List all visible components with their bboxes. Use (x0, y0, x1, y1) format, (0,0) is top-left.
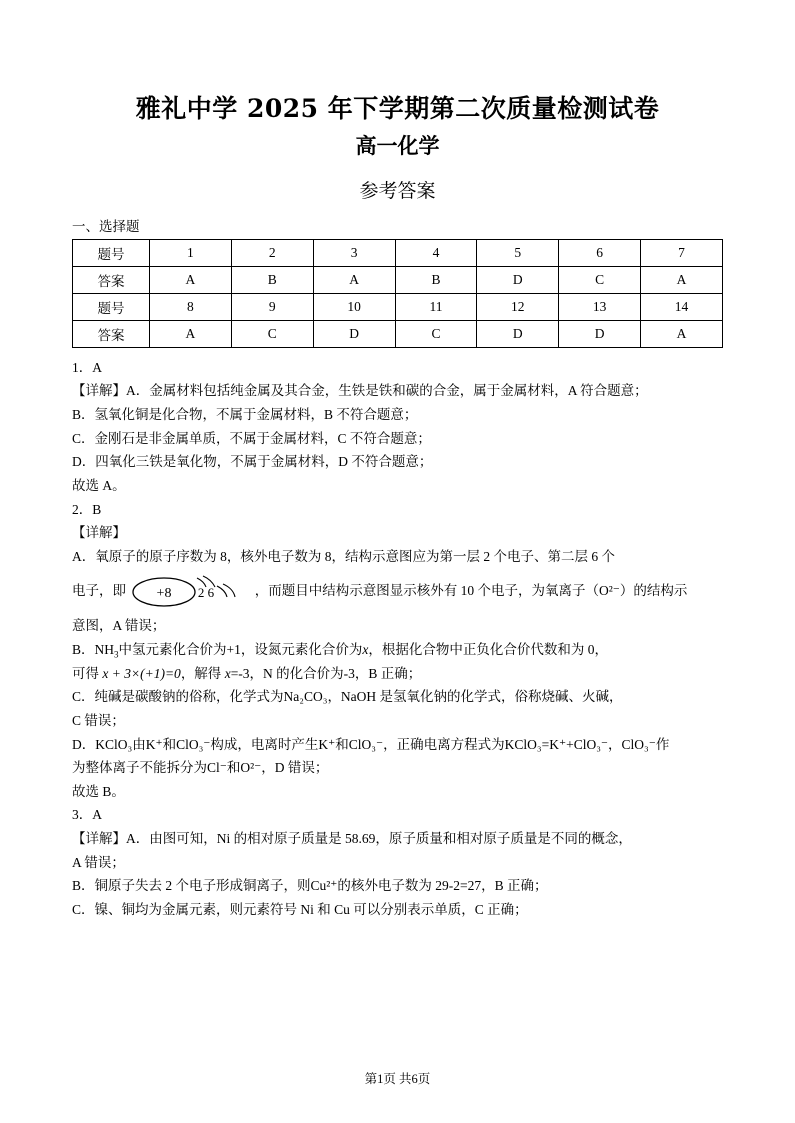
explanation-line: 为整体离子不能拆分为Cl⁻和O²⁻，D 错误； (72, 760, 329, 776)
explanation-line: B．氢氧化铜是化合物，不属于金属材料，B 不符合题意； (72, 407, 418, 422)
explanation-line: 意图，A 错误； (72, 618, 166, 634)
table-row (73, 266, 723, 293)
table-row (73, 239, 723, 266)
explanation-line: B．铜原子失去 2 个电子形成铜离子，则Cu²⁺的核外电子数为 29-2=27，B 正确； (72, 878, 548, 894)
cell: 4 (395, 239, 477, 266)
explanation-option-d: D．KClO₃由K⁺和ClO₃⁻构成，电离时产生K⁺和ClO₃⁻，正确电离方程式为KClO₃=K⁺+ClO₃⁻，ClO₃⁻作 (72, 736, 670, 752)
cell: 12 (477, 293, 559, 320)
cell: 9 (231, 293, 313, 320)
explanation-line: C 错误； (72, 712, 125, 728)
option-text: ，根据化合物中正负化合价代数和为 0， (368, 642, 609, 657)
cell: 13 (559, 293, 641, 320)
answer-table (72, 239, 723, 348)
cell: 8 (150, 293, 232, 320)
explanation-line: C．金刚石是非金属单质，不属于金属材料，C 不符合题意； (72, 430, 431, 446)
cell: A (313, 266, 395, 293)
explanation-option-b (72, 638, 723, 662)
cell: 5 (477, 239, 559, 266)
cell: 2 (231, 239, 313, 266)
cell: 14 (641, 293, 723, 320)
explanation-option-c: C．纯碱是碳酸钠的俗称，化学式为Na₂CO₃，NaOH 是氢氧化钠的化学式，俗称烧碱、火碱， (72, 689, 623, 705)
cell: D (477, 320, 559, 347)
svg-text:+8: +8 (156, 586, 172, 602)
option-text: 中氢元素化合价为+1，设氮元素化合价为 (118, 642, 363, 657)
explanation-option-b-line2: 可得 x + 3×(+1)=0，解得 x=-3，N 的化合价为-3，B 正确； (72, 665, 422, 681)
row-label: 题号 (73, 293, 150, 320)
cell: A (641, 266, 723, 293)
cell: 11 (395, 293, 477, 320)
explanation-line: A 错误； (72, 854, 125, 870)
explanation-line: 【详解】 (72, 525, 126, 541)
page-title: 雅礼中学 2025 年下学期第二次质量检测试卷 (135, 94, 660, 123)
cell: A (150, 320, 232, 347)
page-footer: 第1页 共6页 (364, 1072, 431, 1086)
atom-structure-diagram (131, 570, 249, 614)
section-heading-choice: 一、选择题 (72, 218, 140, 234)
cell: 10 (313, 293, 395, 320)
row-label: 答案 (73, 320, 150, 347)
row-label: 答案 (73, 266, 150, 293)
diagram-suffix-text: ，而题目中结构示意图显示核外有 10 个电子，为氧离子（O²⁻）的结构示 (254, 583, 688, 599)
cell: A (641, 320, 723, 347)
explanation-line: 故选 B。 (72, 783, 125, 799)
table-row (73, 320, 723, 347)
cell: C (559, 266, 641, 293)
formula-na2co3: Na₂CO₃ (283, 689, 328, 705)
cell: A (150, 266, 232, 293)
cell: D (559, 320, 641, 347)
variable-x: x (224, 665, 231, 681)
explanation-line: 【详解】A．金属材料包括纯金属及其合金，生铁是铁和碳的合金，属于金属材料，A 符合题意； (72, 383, 648, 399)
formula-nh3: $NH_3$ (94, 642, 119, 660)
cell: C (395, 320, 477, 347)
cell: B (231, 266, 313, 293)
explanation-line: 【详解】A．由图可知，Ni 的相对原子质量是 58.69，原子质量和相对原子质量是不同的概念， (72, 831, 632, 846)
cell: 6 (559, 239, 641, 266)
cell: C (231, 320, 313, 347)
explanation-line: C．镍、铜均为金属元素，则元素符号 Ni 和 Cu 可以分别表示单质，C 正确； (72, 901, 528, 917)
explanation-number: 2．B (72, 501, 102, 517)
option-label: B． (72, 642, 95, 657)
cell: 1 (150, 239, 232, 266)
page-subtitle: 高一化学 (355, 132, 440, 158)
explanation-line: 故选 A。 (72, 477, 126, 493)
cell: 7 (641, 239, 723, 266)
explanation-number: 1．A (72, 359, 102, 375)
cell: B (395, 266, 477, 293)
explanation-line: A．氧原子的原子序数为 8，核外电子数为 8，结构示意图应为第一层 2 个电子、第二层 6 个 (72, 548, 615, 564)
cell: D (313, 320, 395, 347)
svg-text:2 6: 2 6 (198, 585, 215, 601)
explanation-line: D．四氧化三铁是氧化物，不属于金属材料，D 不符合题意； (72, 454, 433, 470)
equation: x + 3×(+1)=0 (102, 665, 181, 681)
cell: D (477, 266, 559, 293)
explanation-number: 3．A (72, 807, 102, 823)
answer-key-label: 参考答案 (359, 179, 436, 202)
explanation-line-with-diagram (72, 570, 723, 614)
cell: 3 (313, 239, 395, 266)
row-label: 题号 (73, 239, 150, 266)
formula-kclo3: KClO₃ (95, 736, 133, 752)
table-row (73, 293, 723, 320)
variable-x: x (362, 642, 369, 657)
diagram-prefix-text: 电子，即 (72, 583, 126, 599)
